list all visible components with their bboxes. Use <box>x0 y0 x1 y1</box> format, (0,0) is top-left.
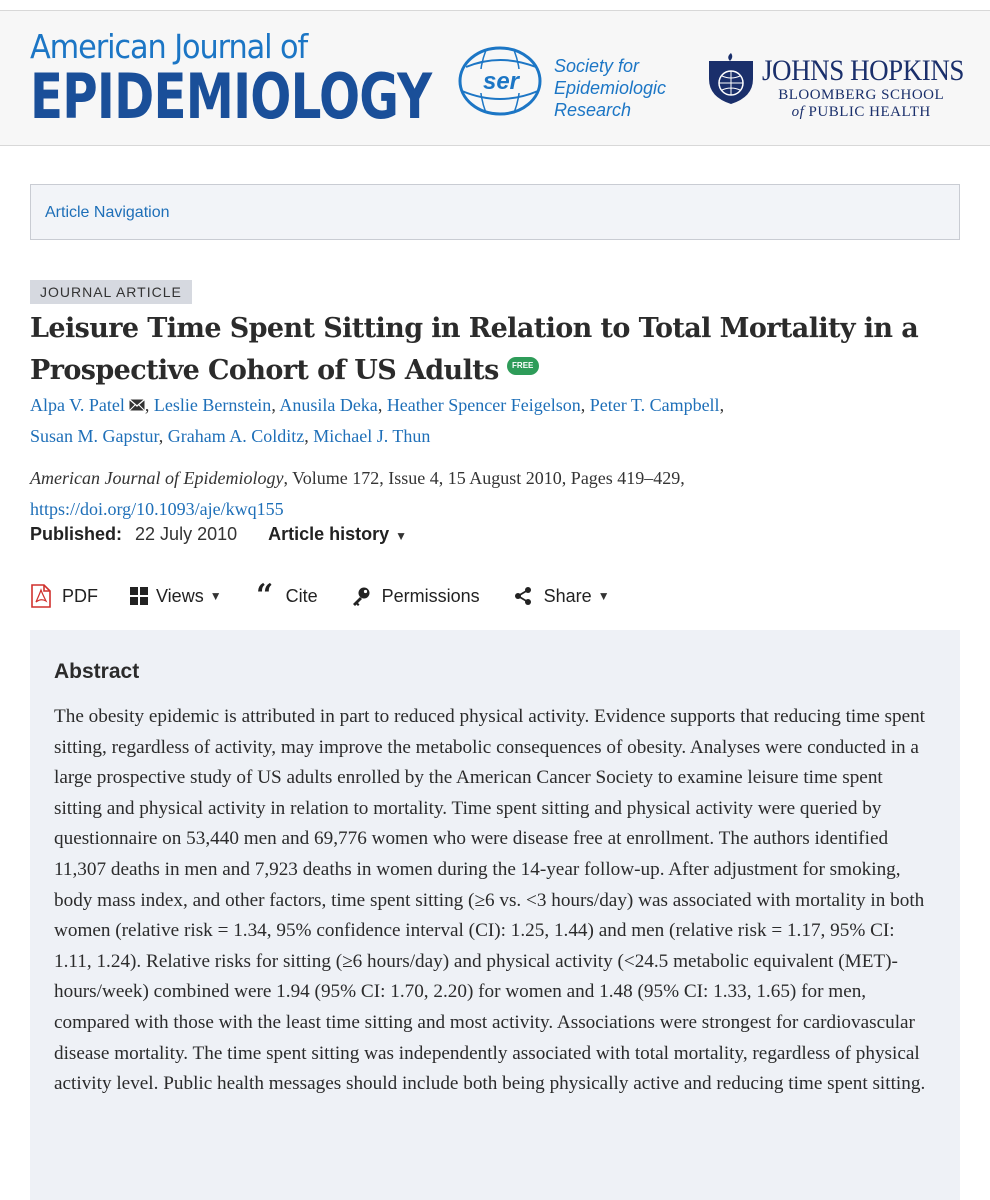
article-toolbar <box>30 578 642 614</box>
author-list: Alpa V. Patel , Leslie Bernstein, Anusila Deka, Heather Spencer Feigelson, Peter T. Campbell, Susan M. Gapstur, Graham A. Colditz, Michael J. Thun <box>30 395 725 446</box>
published-date: 22 July 2010 <box>135 524 238 544</box>
journal-name-line2: EPIDEMIOLOGY <box>30 60 432 133</box>
ser-name[interactable] <box>554 55 666 121</box>
share-dropdown[interactable] <box>512 585 610 607</box>
ser-logo-text: ser <box>482 68 520 95</box>
author-link[interactable]: Leslie Bernstein <box>153 395 272 415</box>
jhu-name-line1: JOHNS HOPKINS <box>762 54 964 87</box>
author-link[interactable]: Heather Spencer Feigelson <box>386 395 581 415</box>
article-title-text: Leisure Time Spent Sitting in Relation to Total Mortality in a Prospective Cohort of US Adults <box>30 313 919 386</box>
permissions-button[interactable] <box>350 585 480 607</box>
free-access-badge: FREE <box>507 357 539 375</box>
share-icon <box>512 585 534 607</box>
abstract-heading: Abstract <box>54 660 140 683</box>
ser-name-line3: Research <box>554 100 632 120</box>
author-link[interactable]: Anusila Deka <box>279 395 378 415</box>
ser-globe-logo[interactable] <box>456 45 544 117</box>
pdf-icon <box>30 585 52 607</box>
ser-name-line1: Society for <box>554 56 640 76</box>
journal-name-line1: American Journal of <box>30 27 308 66</box>
article-navigation-label: Article Navigation <box>45 204 170 221</box>
abstract-text: The obesity epidemic is attributed in part to reduced physical activity. Evidence supports that reducing time spent sitting, regardless of activity, may improve the metabolic consequences of obesity. Analyses were conducted in a large prospective study of US adults enrolled by the American Cancer Society to examine leisure time spent sitting and physical activity in relation to mortality. Time spent sitting and physical activity were queried by questionnaire on 53,440 men and 69,776 women who were disease free at enrollment. The authors identified 11,307 deaths in men and 7,923 deaths in women during the 14-year follow-up. After adjustment for smoking, body mass index, and other factors, time spent sitting (≥6 vs. <3 hours/day) was associated with mortality in both women (relative risk = 1.34, 95% confidence interval (CI): 1.25, 1.44) and men (relative risk = 1.17, 95% CI: 1.11, 1.24). Relative risks for sitting (≥6 hours/day) and physical activity (<24.5 metabolic equivalent (MET)-hours/week) combined were 1.94 (95% CI: 1.70, 2.20) for women and 1.48 (95% CI: 1.33, 1.65) for men, compared with those with the least time sitting and most activity. Associations were strongest for cardiovascular disease mortality. The time spent sitting was independently associated with total mortality, regardless of physical activity level. Public health messages should include both being physically active and reducing time spent sitting. <box>54 706 926 1095</box>
citation-details: , Volume 172, Issue 4, 15 August 2010, Pages 419–429, <box>283 468 685 488</box>
citation-journal-name: American Journal of Epidemiology <box>30 468 284 488</box>
author-link[interactable]: Susan M. Gapstur <box>30 426 159 446</box>
site-header <box>0 10 990 146</box>
share-label: Share <box>543 585 592 606</box>
pdf-button[interactable] <box>30 585 98 607</box>
chevron-down-icon: ▼ <box>209 589 222 603</box>
author-link[interactable]: Alpa V. Patel <box>30 395 125 415</box>
chevron-down-icon: ▼ <box>395 529 408 543</box>
jhu-name-line3-prefix: of <box>791 104 805 120</box>
email-envelope-icon[interactable] <box>129 399 145 411</box>
key-icon <box>350 585 372 607</box>
quote-icon: “ <box>255 578 274 613</box>
published-label: Published: <box>30 524 123 544</box>
views-dropdown[interactable] <box>130 585 222 607</box>
chevron-down-icon: ▼ <box>597 589 610 603</box>
jhu-name[interactable] <box>762 55 986 121</box>
cite-button[interactable] <box>254 578 318 613</box>
abstract-section <box>30 630 960 1200</box>
jhu-name-line2: BLOOMBERG SCHOOL <box>778 87 945 103</box>
author-link[interactable]: Graham A. Colditz <box>167 426 305 446</box>
grid-icon <box>130 585 148 607</box>
article-title <box>30 308 960 392</box>
permissions-label: Permissions <box>381 585 480 606</box>
article-history-label: Article history <box>268 524 390 544</box>
citation-block <box>30 463 960 525</box>
author-link[interactable]: Michael J. Thun <box>313 426 431 446</box>
jhu-name-line3 <box>736 104 986 121</box>
jhu-name-line3-text: PUBLIC HEALTH <box>804 104 931 120</box>
article-history-dropdown[interactable] <box>268 524 407 544</box>
published-row <box>30 524 407 545</box>
author-link[interactable]: Peter T. Campbell <box>589 395 720 415</box>
pdf-label: PDF <box>62 585 98 606</box>
views-label: Views <box>156 585 204 606</box>
ser-name-line2: Epidemiologic <box>554 78 667 98</box>
cite-label: Cite <box>285 585 318 606</box>
article-navigation-dropdown[interactable] <box>30 184 960 240</box>
article-type-badge: JOURNAL ARTICLE <box>30 280 192 304</box>
doi-link[interactable]: https://doi.org/10.1093/aje/kwq155 <box>30 499 284 519</box>
